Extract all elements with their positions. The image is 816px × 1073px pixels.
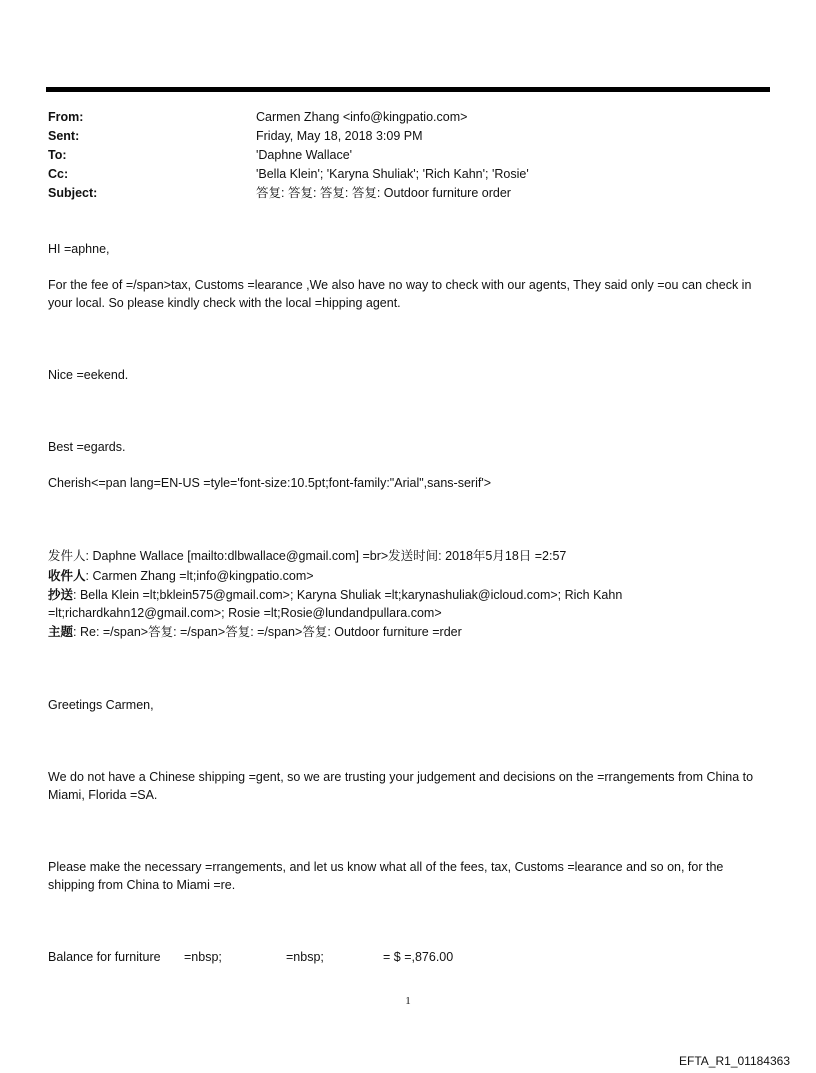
quoted-subject-row — [48, 622, 770, 642]
quoted-cc-label: 抄送 — [48, 588, 74, 602]
quoted-paragraph-1: We do not have a Chinese shipping =gent, so we are trusting your judgement and decisions on the =rrangements from China to Miami, Florida =SA. — [48, 770, 757, 802]
balance-line — [48, 948, 770, 966]
balance-nbsp-2: =nbsp; — [286, 950, 324, 964]
header-rule — [46, 87, 770, 92]
best-regards: Best =egards. — [48, 440, 126, 454]
quoted-to-row — [48, 566, 770, 586]
quoted-cc-value: : Bella Klein =lt;bklein575@gmail.com>; Karyna Shuliak =lt;karynashuliak@icloud.com>; Rich Kahn =lt;richardkahn12@gmail.com>; Rosie =lt;Rosie@lundandpullara.com> — [48, 588, 623, 620]
quoted-subject-value: : Re: =/span>答复: =/span>答复: =/span>答复: Outdoor furniture =rder — [73, 625, 462, 639]
quoted-paragraph-2: Please make the necessary =rrangements, and let us know what all of the fees, tax, Customs =learance and so on, for the shipping from China to Miami =re. — [48, 860, 727, 892]
quoted-sent-label: 发送时间 — [388, 549, 439, 563]
from-value: Carmen Zhang <info@kingpatio.com> — [256, 110, 468, 124]
balance-label: Balance for furniture — [48, 950, 161, 964]
email-body — [48, 240, 770, 966]
quoted-from-row — [48, 546, 770, 566]
cc-label: Cc: — [48, 167, 69, 181]
page-number: 1 — [405, 995, 411, 1007]
body-paragraph-1: For the fee of =/span>tax, Customs =learance ,We also have no way to check with our agents, They said only =ou can check in your local. So please kindly check with the local =hipping agent. — [48, 278, 755, 310]
from-label: From: — [48, 110, 84, 124]
balance-amount: = $ =,876.00 — [383, 950, 454, 964]
subject-value: 答复: 答复: 答复: 答复: Outdoor furniture order — [256, 186, 511, 200]
nice-weekend: Nice =eekend. — [48, 368, 129, 382]
quoted-cc-row — [48, 586, 770, 622]
quoted-greeting: Greetings Carmen, — [48, 698, 154, 712]
greeting: HI =aphne, — [48, 242, 110, 256]
quoted-sent-value: : 2018年5月18日 =2:57 — [438, 549, 567, 563]
signature: Cherish<=pan lang=EN-US =tyle='font-size:10.5pt;font-family:"Arial",sans-serif'> — [48, 476, 492, 490]
to-label: To: — [48, 148, 67, 162]
cc-value: 'Bella Klein'; 'Karyna Shuliak'; 'Rich Kahn'; 'Rosie' — [256, 167, 529, 181]
quoted-from-value: : Daphne Wallace [mailto:dlbwallace@gmail.com] =br> — [85, 549, 389, 563]
quoted-header — [48, 546, 770, 642]
bates-number: EFTA_R1_01184363 — [679, 1054, 790, 1068]
quoted-to-label: 收件人 — [48, 569, 86, 583]
sent-label: Sent: — [48, 129, 80, 143]
quoted-subject-label: 主题 — [48, 625, 74, 639]
sent-value: Friday, May 18, 2018 3:09 PM — [256, 129, 423, 143]
quoted-from-label: 发件人 — [48, 549, 86, 563]
balance-nbsp-1: =nbsp; — [184, 950, 222, 964]
quoted-to-value: : Carmen Zhang =lt;info@kingpatio.com> — [85, 569, 314, 583]
subject-label: Subject: — [48, 186, 98, 200]
to-value: 'Daphne Wallace' — [256, 148, 353, 162]
